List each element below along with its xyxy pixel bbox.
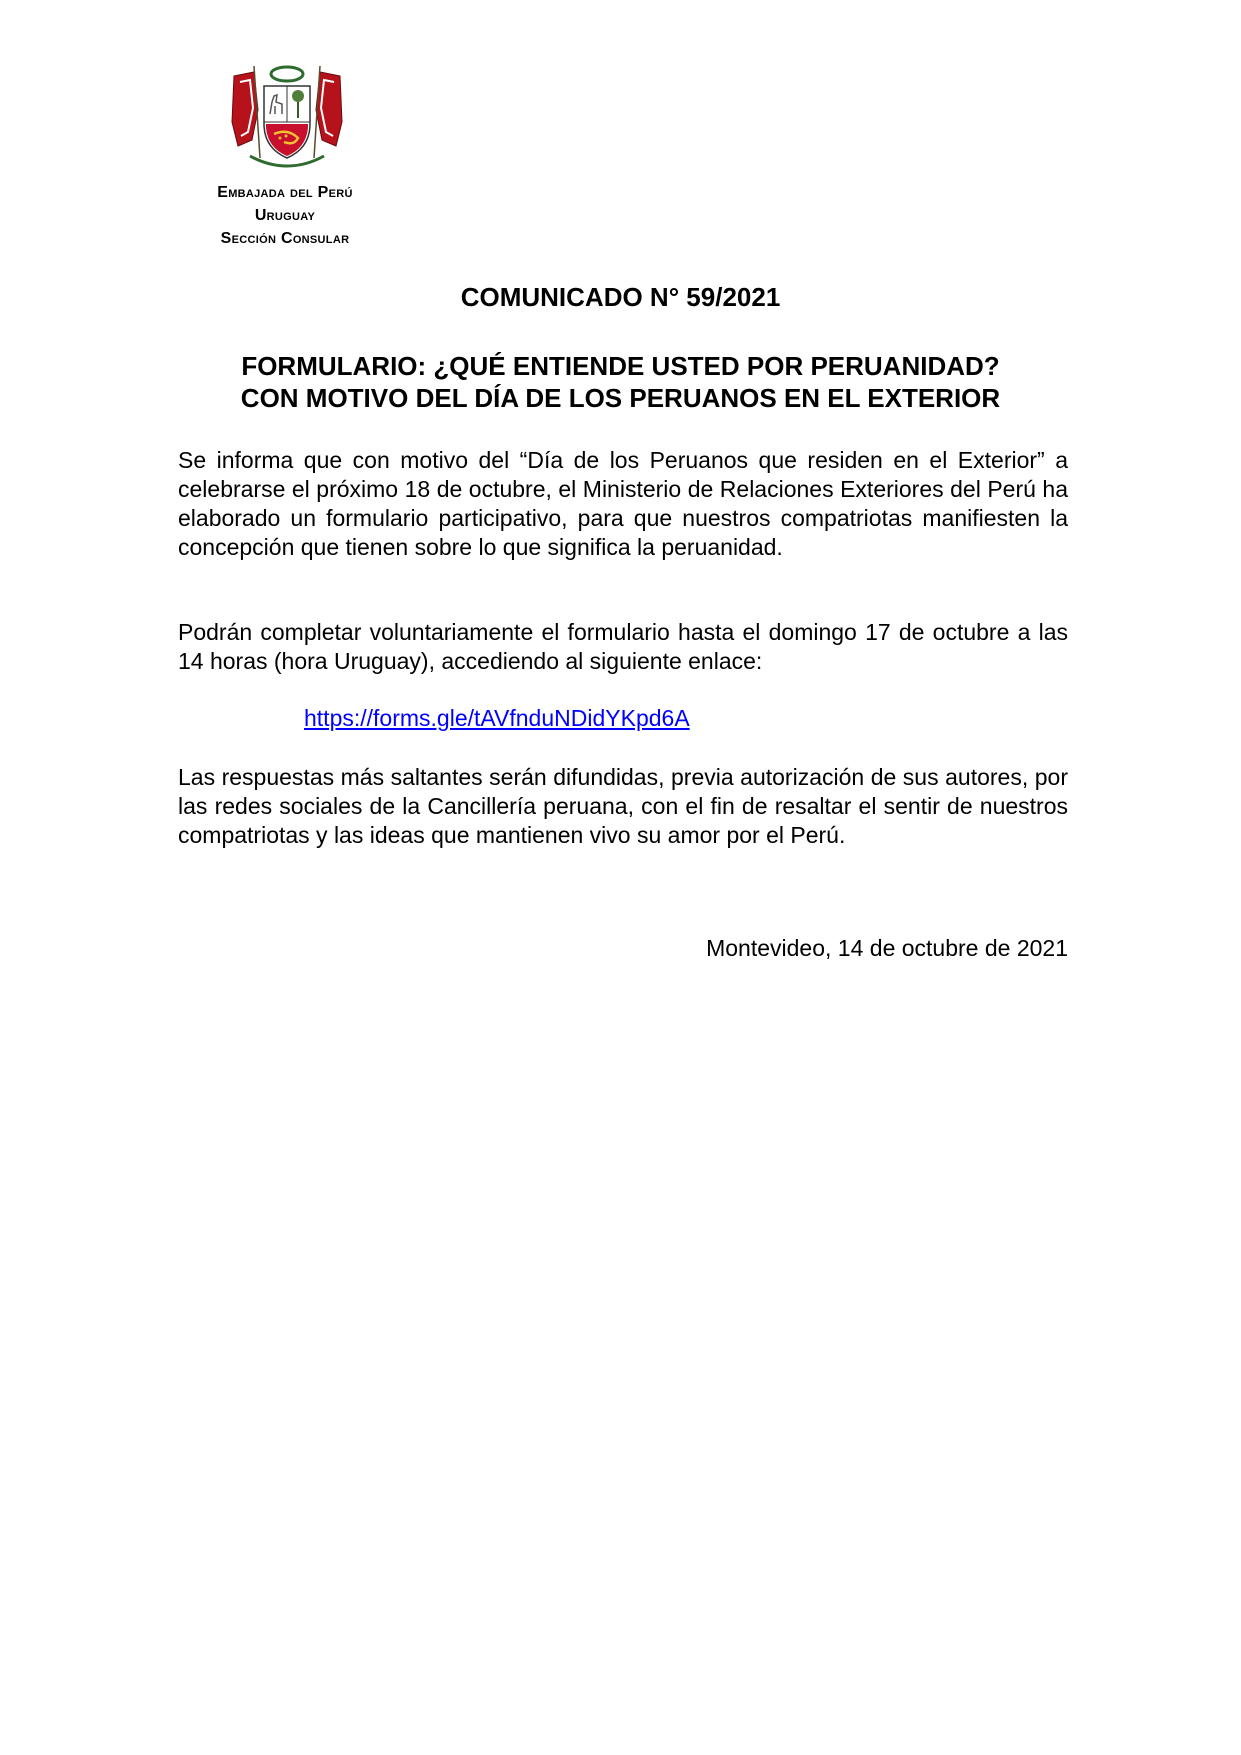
document-title-line2: CON MOTIVO DEL DÍA DE LOS PERUANOS EN EL EXTERIOR — [240, 383, 1001, 413]
comunicado-number: COMUNICADO N° 59/2021 — [460, 282, 781, 312]
place-and-date: Montevideo, 14 de octubre de 2021 — [706, 935, 1068, 961]
letterhead-line-embassy: Embajada del Perú — [217, 184, 353, 201]
embassy-letterhead — [160, 181, 410, 250]
document-title-line1: FORMULARIO: ¿QUÉ ENTIENDE USTED POR PERUANIDAD? — [241, 351, 1000, 381]
paragraph-instructions: Podrán completar voluntariamente el formulario hasta el domingo 17 de octubre a las 14 horas (hora Uruguay), accediendo al siguiente enlace: — [178, 619, 1068, 674]
paragraph-dissemination: Las respuestas más saltantes serán difundidas, previa autorización de sus autores, por las redes sociales de la Cancillería peruana, con el fin de resaltar el sentir de nuestros compatriotas y las ideas que mantienen vivo su amor por el Perú. — [178, 764, 1068, 848]
letterhead-line-country: Uruguay — [254, 207, 316, 224]
letterhead-line-section: Sección Consular — [220, 230, 350, 247]
form-link[interactable]: https://forms.gle/tAVfnduNDidYKpd6A — [304, 705, 690, 731]
paragraph-intro: Se informa que con motivo del “Día de los Peruanos que residen en el Exterior” a celebrarse el próximo 18 de octubre, el Ministerio de Relaciones Exteriores del Perú ha elaborado un formulario participativo, para que nuestros compatriotas manifiesten la concepción que tienen sobre lo que significa la peruanidad. — [178, 447, 1068, 560]
coat-of-arms-icon — [228, 62, 346, 170]
